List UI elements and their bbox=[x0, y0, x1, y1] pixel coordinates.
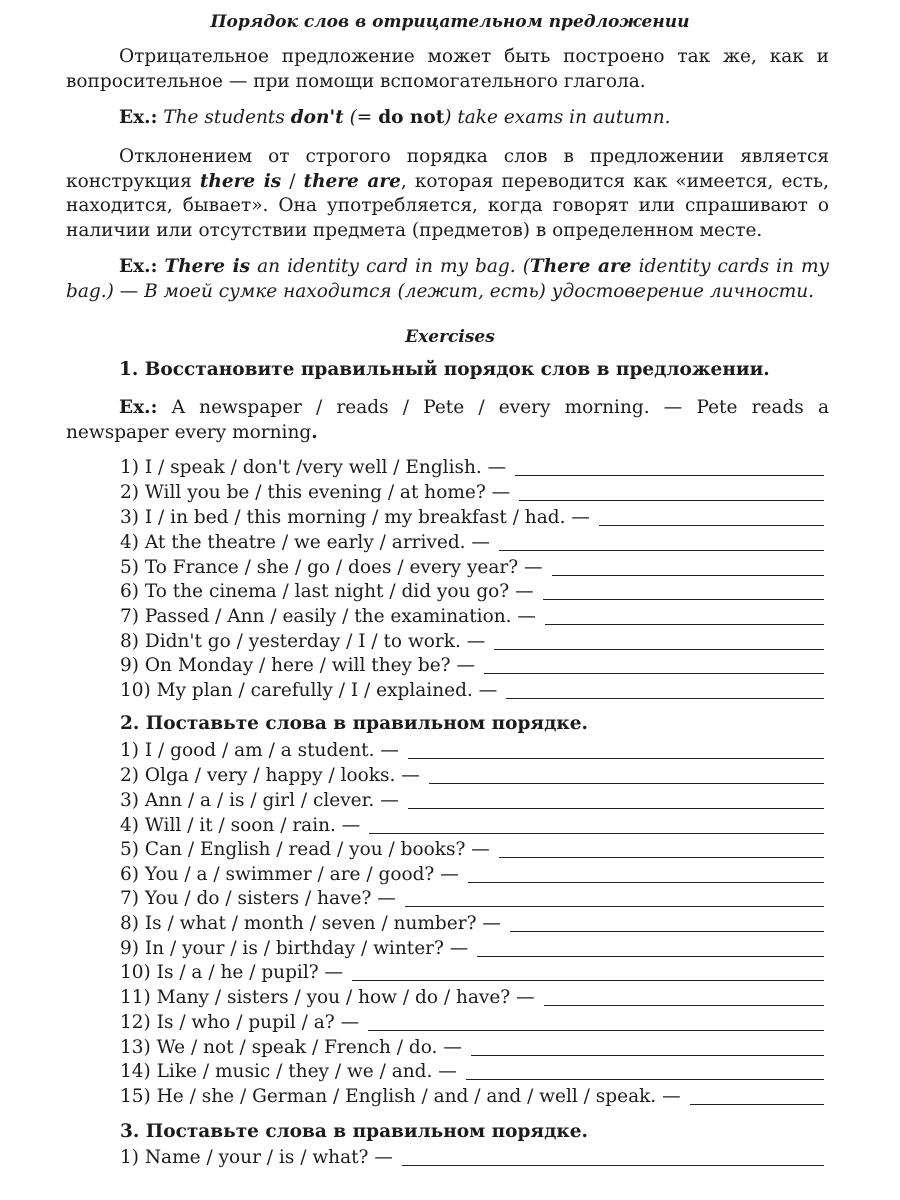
task1-item-text: 10) My plan / carefully / I / explained. — bbox=[120, 680, 498, 701]
answer-line[interactable] bbox=[499, 841, 824, 858]
paragraph-negative-text: Отрицательное предложение может быть построено так же, как и вопросительное — при помощи вспомогательного глагола. bbox=[66, 46, 829, 92]
example-text-2: identity cards in my bag.) — В моей сумке находится (лежит, есть) удостоверение личности. bbox=[66, 256, 830, 302]
answer-line[interactable] bbox=[468, 866, 824, 883]
task1-item-text: 7) Passed / Ann / easily / the examination. — bbox=[120, 606, 536, 627]
task3-title: 3. Поставьте слова в правильном порядке. bbox=[120, 1121, 589, 1142]
task2-item-text: 1) I / good / am / a student. — bbox=[120, 740, 399, 761]
answer-line[interactable] bbox=[599, 509, 824, 526]
example-text-1: an identity card in my bag. ( bbox=[257, 256, 530, 277]
example-bold-there-is: There is bbox=[164, 256, 251, 277]
answer-line[interactable] bbox=[408, 742, 824, 759]
task2-item bbox=[120, 886, 824, 910]
task2-item-text: 9) In / your / is / birthday / winter? — bbox=[120, 938, 469, 959]
task1-item-text: 1) I / speak / don't /very well / English. — bbox=[120, 457, 507, 478]
task2-item bbox=[120, 813, 824, 837]
task3-item bbox=[120, 1145, 824, 1169]
task2-item-text: 4) Will / it / soon / rain. — bbox=[120, 815, 361, 836]
answer-line[interactable] bbox=[506, 682, 824, 699]
task1-item bbox=[120, 653, 824, 677]
task1-item bbox=[120, 505, 824, 529]
task1-example-label: Ex.: bbox=[119, 397, 158, 418]
answer-line[interactable] bbox=[545, 608, 824, 625]
task1-item bbox=[120, 480, 824, 504]
task2-item-text: 3) Ann / a / is / girl / clever. — bbox=[120, 790, 399, 811]
task1-example-end: . bbox=[311, 421, 318, 443]
task2-item-text: 15) He / she / German / English / and / and / well / speak. — bbox=[120, 1086, 681, 1107]
example-there-is bbox=[66, 255, 829, 304]
task1-item-text: 5) To France / she / go / does / every year? — bbox=[120, 557, 543, 578]
task1-item-text: 3) I / in bed / this morning / my breakfast / had. — bbox=[120, 507, 590, 528]
section-heading: Порядок слов в отрицательном предложении bbox=[210, 12, 690, 32]
example-bold-dont: don't bbox=[290, 107, 344, 128]
task2-item bbox=[120, 911, 824, 935]
task1-item-text: 9) On Monday / here / will they be? — bbox=[120, 655, 475, 676]
term-there-is: there is bbox=[199, 170, 282, 192]
answer-line[interactable] bbox=[466, 1063, 824, 1080]
task2-item-text: 7) You / do / sisters / have? — bbox=[120, 888, 396, 909]
task2-item-text: 5) Can / English / read / you / books? — bbox=[120, 839, 490, 860]
example-label: Ex.: bbox=[119, 107, 158, 128]
task2-item-text: 14) Like / music / they / we / and. — bbox=[120, 1061, 457, 1082]
task2-item bbox=[120, 862, 824, 886]
example-label: Ex.: bbox=[119, 256, 158, 277]
answer-line[interactable] bbox=[402, 1149, 824, 1166]
answer-line[interactable] bbox=[368, 1014, 824, 1031]
term-there-are: there are bbox=[303, 170, 401, 192]
task2-item-text: 10) Is / a / he / pupil? — bbox=[120, 962, 344, 983]
task1-item bbox=[120, 604, 824, 628]
task1-item-text: 2) Will you be / this evening / at home? — bbox=[120, 482, 511, 503]
paragraph-there-is bbox=[66, 145, 829, 243]
answer-line[interactable] bbox=[494, 633, 824, 650]
task2-item bbox=[120, 985, 824, 1009]
task2-item bbox=[120, 936, 824, 960]
answer-line[interactable] bbox=[544, 989, 824, 1006]
task1-example bbox=[66, 396, 829, 445]
task1-item bbox=[120, 455, 824, 479]
answer-line[interactable] bbox=[499, 534, 824, 551]
task2-item-text: 2) Olga / very / happy / looks. — bbox=[120, 765, 420, 786]
answer-line[interactable] bbox=[515, 459, 824, 476]
task2-item bbox=[120, 960, 824, 984]
example-negative bbox=[66, 106, 829, 131]
task2-item bbox=[120, 1059, 824, 1083]
task2-item-text: 8) Is / what / month / seven / number? — bbox=[120, 913, 501, 934]
task3-item-text: 1) Name / your / is / what? — bbox=[120, 1147, 393, 1168]
answer-line[interactable] bbox=[369, 817, 824, 834]
task1-item bbox=[120, 530, 824, 554]
example-text-mid: (= bbox=[349, 107, 373, 128]
paragraph-there-is-end: , которая переводится как «имеется, есть, находится, бывает». Она употребляется, когда говорят или спрашивают о наличии или отсутствии предмета (предметов) в определенном месте. bbox=[66, 170, 829, 241]
example-text-end: ) take exams in autumn. bbox=[444, 107, 671, 128]
task2-item bbox=[120, 738, 824, 762]
answer-line[interactable] bbox=[352, 964, 824, 981]
task1-item bbox=[120, 555, 824, 579]
task2-item bbox=[120, 837, 824, 861]
term-slash: / bbox=[289, 170, 296, 192]
answer-line[interactable] bbox=[405, 890, 824, 907]
answer-line[interactable] bbox=[690, 1088, 824, 1105]
answer-line[interactable] bbox=[471, 1039, 824, 1056]
task1-item bbox=[120, 629, 824, 653]
example-bold-do-not: do not bbox=[378, 107, 445, 128]
answer-line[interactable] bbox=[510, 915, 824, 932]
task2-item bbox=[120, 763, 824, 787]
answer-line[interactable] bbox=[408, 792, 824, 809]
task2-item-text: 13) We / not / speak / French / do. — bbox=[120, 1037, 462, 1058]
example-bold-there-are: There are bbox=[529, 256, 632, 277]
task1-item bbox=[120, 579, 824, 603]
task2-item-text: 6) You / a / swimmer / are / good? — bbox=[120, 864, 459, 885]
task2-item-text: 11) Many / sisters / you / how / do / have? — bbox=[120, 987, 535, 1008]
task1-item-text: 8) Didn't go / yesterday / I / to work. — bbox=[120, 631, 486, 652]
paragraph-there-is-start: Отклонением от строгого порядка слов в предложении является конструкция bbox=[66, 146, 829, 192]
example-text-start: The students bbox=[163, 107, 285, 128]
exercises-heading: Exercises bbox=[405, 327, 495, 347]
task2-item bbox=[120, 1035, 824, 1059]
paragraph-negative bbox=[66, 45, 829, 94]
task2-item-text: 12) Is / who / pupil / a? — bbox=[120, 1012, 360, 1033]
task2-item bbox=[120, 788, 824, 812]
answer-line[interactable] bbox=[477, 940, 824, 957]
answer-line[interactable] bbox=[429, 767, 824, 784]
task1-item bbox=[120, 678, 824, 702]
answer-line[interactable] bbox=[484, 657, 824, 674]
task1-item-text: 4) At the theatre / we early / arrived. — bbox=[120, 532, 490, 553]
task1-title: 1. Восстановите правильный порядок слов в предложении. bbox=[119, 359, 770, 380]
task1-item-text: 6) To the cinema / last night / did you go? — bbox=[120, 581, 534, 602]
task2-item bbox=[120, 1010, 824, 1034]
task1-example-text: A newspaper / reads / Pete / every morning. — Pete reads a newspaper every morning bbox=[66, 397, 830, 443]
answer-line[interactable] bbox=[519, 484, 824, 501]
task2-item bbox=[120, 1084, 824, 1108]
answer-line[interactable] bbox=[552, 559, 824, 576]
task2-title: 2. Поставьте слова в правильном порядке. bbox=[120, 713, 589, 734]
answer-line[interactable] bbox=[543, 583, 824, 600]
